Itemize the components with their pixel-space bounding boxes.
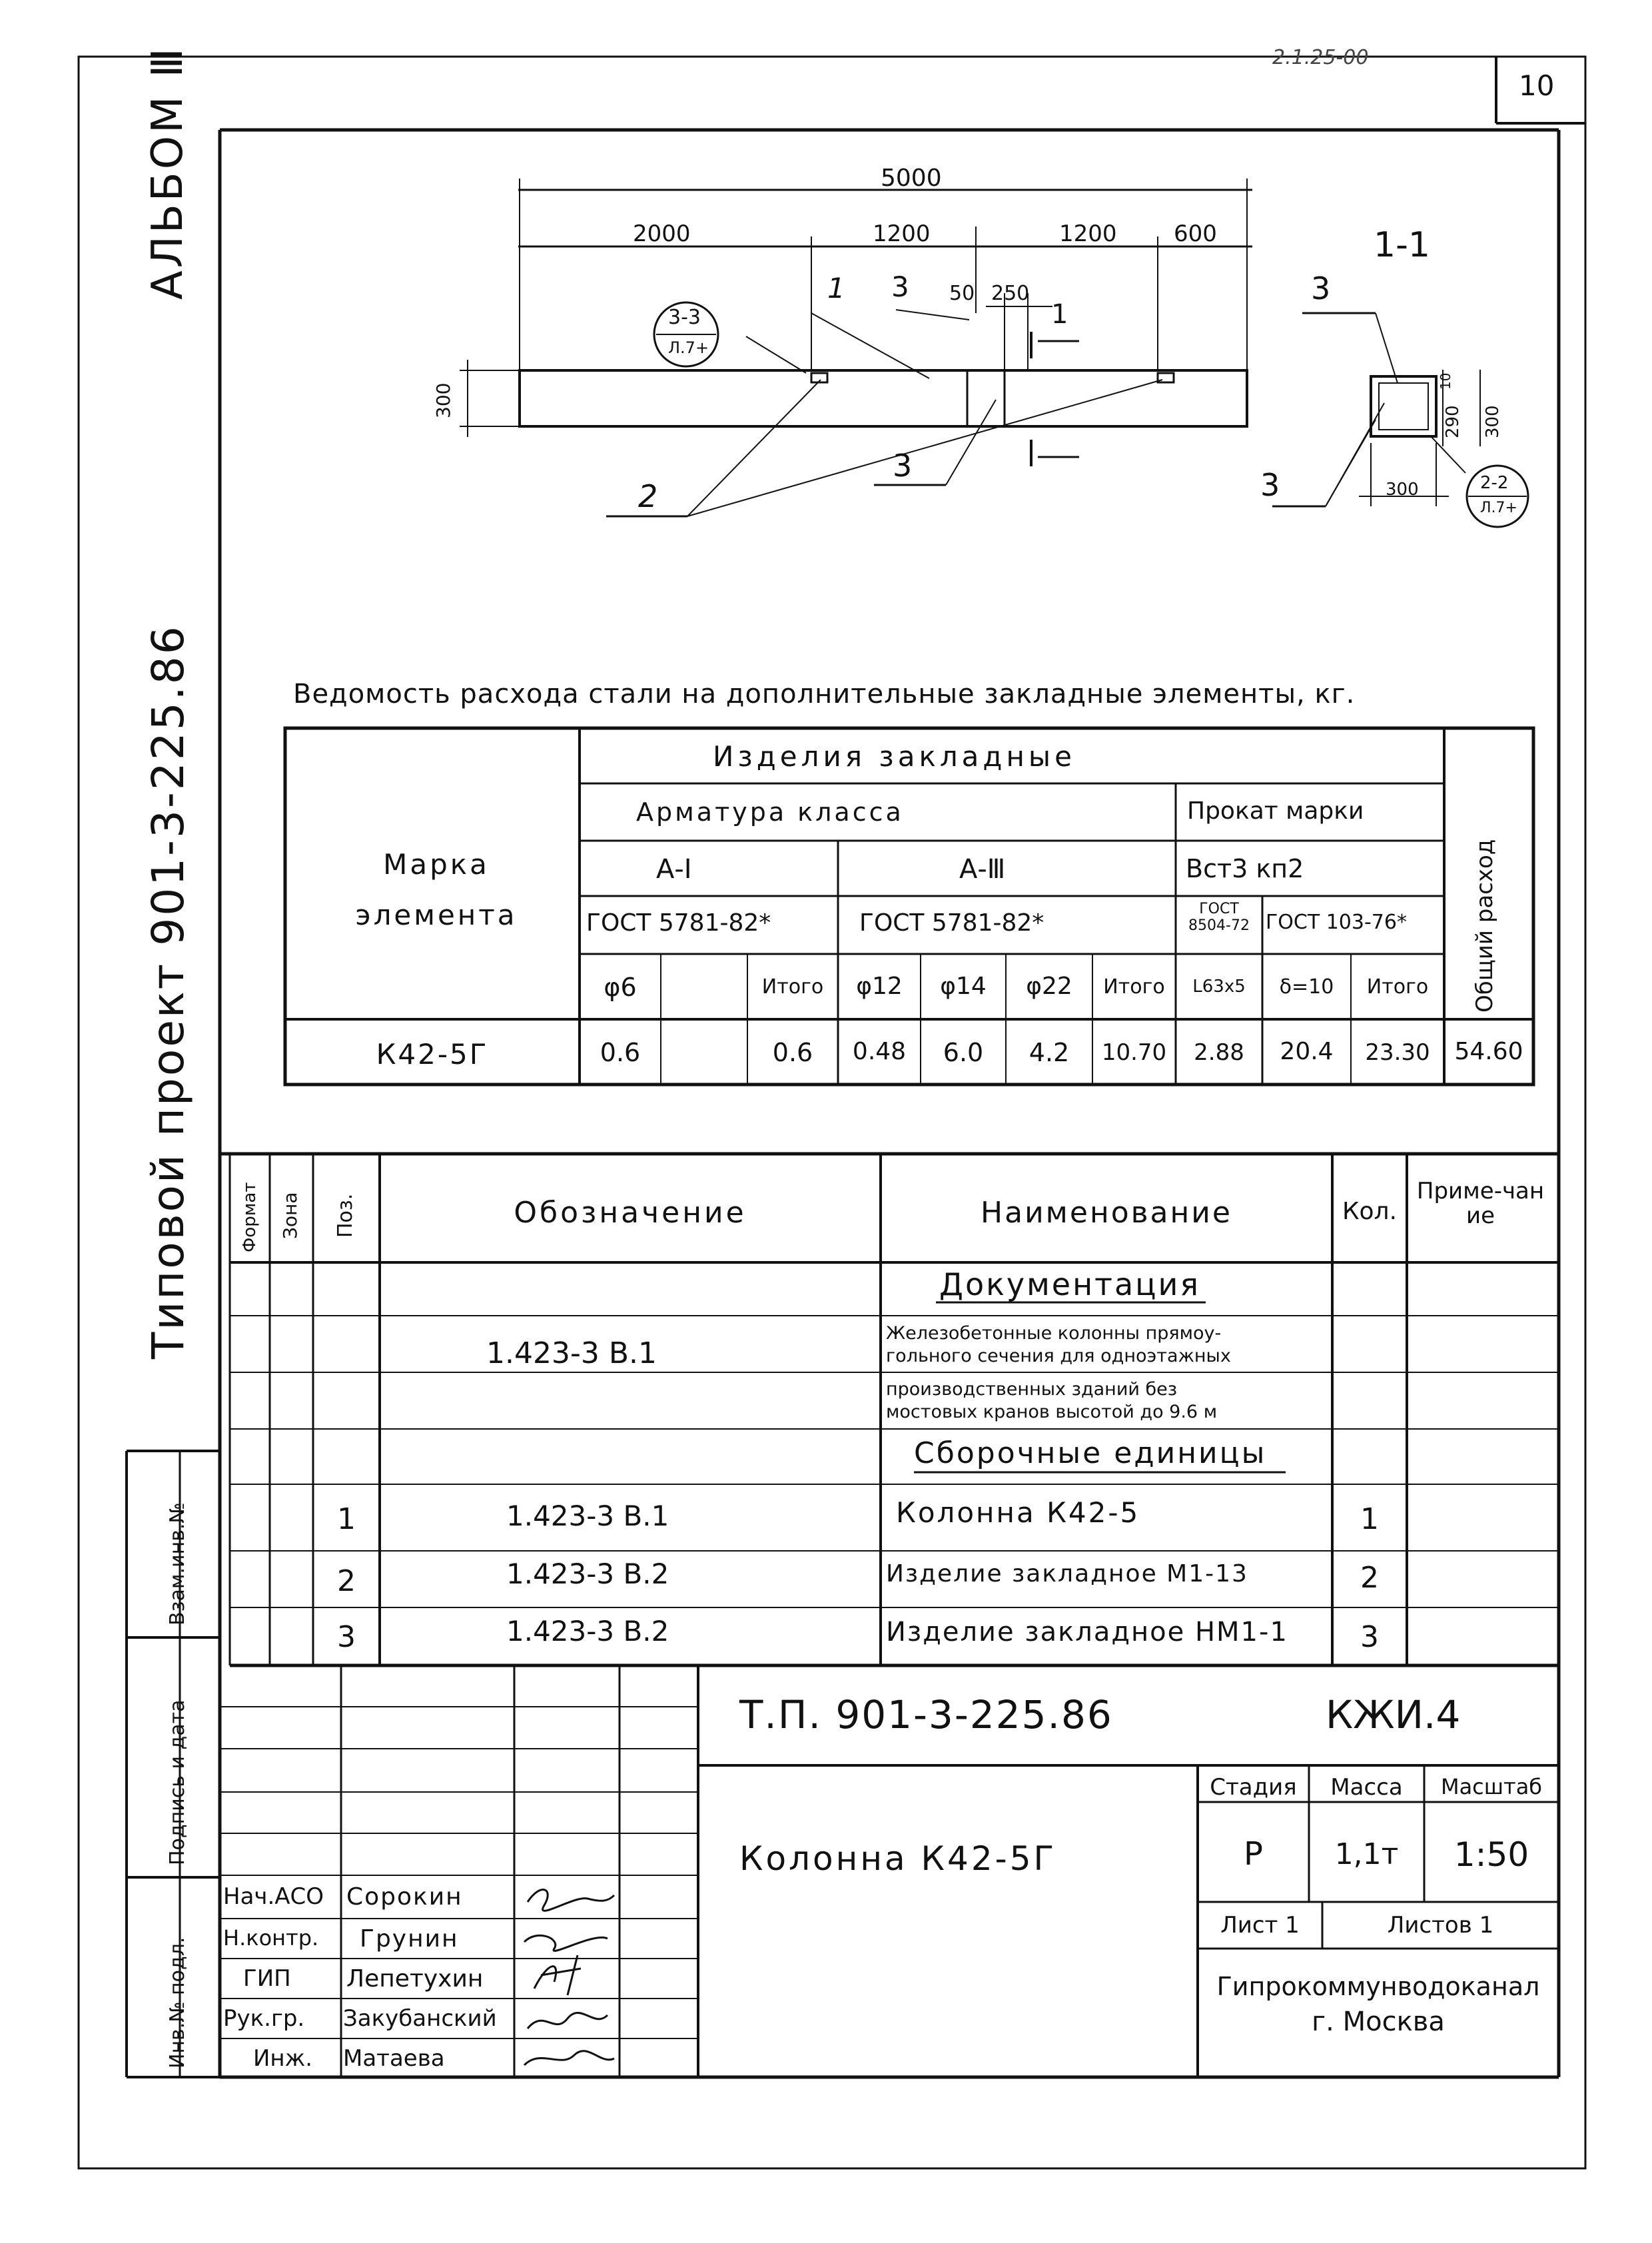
- steel-class-a3: А-Ⅲ: [959, 854, 1006, 885]
- steel-sub-phi6: φ6: [604, 973, 637, 1002]
- steel-val-6: 10.70: [1101, 1039, 1167, 1066]
- steel-sub-phi12: φ12: [856, 973, 903, 1000]
- steel-val-5: 4.2: [1029, 1038, 1070, 1067]
- stamp-sheet: Лист 1: [1220, 1912, 1300, 1939]
- project-label: Типовой проект 901-3-225.86: [143, 624, 194, 1359]
- stamp-org-line2: г. Москва: [1312, 2007, 1445, 2037]
- callout-pos-3b: 3: [893, 448, 913, 484]
- spec-row-1-name: Колонна К42-5: [896, 1496, 1140, 1529]
- stamp-scale: 1:50: [1453, 1835, 1529, 1874]
- stamp-sheets: Листов 1: [1387, 1912, 1494, 1939]
- sec-dim-width: 300: [1386, 480, 1419, 500]
- steel-class-rolled: Вст3 кп2: [1186, 854, 1304, 883]
- spec-row-2-name: Изделие закладное М1-13: [886, 1560, 1248, 1587]
- stamp-role-2: Н.контр.: [223, 1925, 319, 1951]
- dim-f: 250: [991, 282, 1030, 305]
- spec-section-units: Сборочные единицы: [914, 1436, 1267, 1470]
- steel-sub-plate: δ=10: [1279, 975, 1334, 999]
- dim-e: 50: [949, 282, 975, 305]
- steel-row-mark: К42-5Г: [376, 1038, 489, 1071]
- stamp-name-5: Матаева: [343, 2045, 445, 2072]
- spec-row-3-designation: 1.423-3 В.2: [506, 1615, 669, 1647]
- spec-doc-line1: Железобетонные колонны прямоу-: [886, 1323, 1222, 1344]
- stamp-stage: Р: [1244, 1835, 1263, 1873]
- steel-sub-phi14: φ14: [940, 973, 987, 1000]
- cut-mark-label: 1: [1051, 299, 1068, 330]
- spec-header-zone: Зона: [279, 1192, 301, 1239]
- ref-bubble-b-bot: Л.7+: [1480, 500, 1517, 516]
- steel-group-header: Изделия закладные: [713, 740, 1076, 773]
- stamp-role-3: ГИП: [243, 1965, 291, 1992]
- callout-pos-3: 3: [891, 270, 909, 303]
- stamp-name-2: Грунин: [360, 1925, 459, 1953]
- stamp-name-4: Закубанский: [343, 2005, 497, 2032]
- stamp-doc-code: Т.П. 901-3-225.86: [739, 1692, 1113, 1737]
- steel-val-0: 0.6: [600, 1038, 641, 1067]
- sec-dim-300: 300: [1483, 405, 1503, 438]
- stamp-sheet-code: КЖИ.4: [1326, 1692, 1461, 1737]
- side-label-vzam: Взам.инв.№: [166, 1502, 189, 1625]
- steel-val-8: 20.4: [1280, 1038, 1334, 1065]
- archive-code: 2.1.25-00: [1272, 46, 1369, 69]
- steel-val-3: 0.48: [852, 1038, 907, 1065]
- spec-row-3-name: Изделие закладное НМ1-1: [886, 1617, 1288, 1647]
- stamp-name-3: Лепетухин: [346, 1965, 484, 1993]
- steel-val-2: 0.6: [772, 1038, 813, 1067]
- spec-header-qty: Кол.: [1342, 1198, 1398, 1225]
- steel-class-a1: А-Ⅰ: [656, 854, 692, 885]
- stamp-name-1: Сорокин: [346, 1883, 463, 1911]
- steel-mark-header: Марка элемента: [355, 848, 518, 931]
- steel-sub-total1: Итого: [761, 975, 824, 999]
- steel-gost-3: ГОСТ 8504-72: [1188, 901, 1250, 935]
- spec-row-2-designation: 1.423-3 В.2: [506, 1558, 669, 1590]
- side-label-signature: Подпись и дата: [166, 1699, 189, 1865]
- stamp-mass: 1,1т: [1334, 1837, 1399, 1871]
- ref-bubble-a-top: 3-3: [668, 306, 701, 329]
- steel-sub-total3: Итого: [1366, 975, 1429, 999]
- spec-doc-designation: 1.423-3 В.1: [486, 1336, 657, 1370]
- side-label-inv: Инв.№ подл.: [166, 1937, 189, 2068]
- sec-dim-290: 290: [1443, 405, 1463, 438]
- spec-row-1-qty: 1: [1360, 1502, 1379, 1536]
- steel-gost-1: ГОСТ 5781-82*: [586, 909, 771, 937]
- stamp-org-line1: Гипрокоммунводоканал: [1216, 1972, 1540, 2001]
- stamp-role-1: Нач.АСО: [223, 1883, 324, 1910]
- spec-doc-line4: мостовых кранов высотой до 9.6 м: [886, 1402, 1218, 1422]
- dim-a: 2000: [633, 221, 691, 247]
- spec-header-note: Приме-чание: [1416, 1178, 1545, 1230]
- spec-section-doc: Документация: [939, 1266, 1201, 1302]
- steel-rolled-header: Прокат марки: [1187, 797, 1364, 825]
- callout-pos-1: 1: [827, 272, 845, 304]
- stamp-role-5: Инж.: [253, 2045, 313, 2072]
- spec-header-pos: Поз.: [334, 1193, 357, 1238]
- ref-bubble-b-top: 2-2: [1480, 473, 1509, 493]
- steel-sub-phi22: φ22: [1026, 973, 1072, 1000]
- steel-rebar-header: Арматура класса: [636, 797, 904, 827]
- steel-val-7: 2.88: [1194, 1039, 1244, 1066]
- section-title: 1-1: [1374, 225, 1430, 265]
- steel-val-total: 54.60: [1454, 1038, 1523, 1065]
- stamp-mass-header: Масса: [1330, 1774, 1403, 1801]
- sec-dim-10: 10: [1438, 372, 1453, 390]
- section-pos-bot: 3: [1260, 467, 1280, 503]
- steel-table-title: Ведомость расхода стали на дополнительные закладные элементы, кг.: [293, 679, 1356, 709]
- spec-header-name: Наименование: [981, 1196, 1232, 1230]
- spec-row-2-qty: 2: [1360, 1561, 1379, 1595]
- steel-gost-2: ГОСТ 5781-82*: [859, 909, 1044, 937]
- steel-total-header: Общий расход: [1471, 839, 1498, 1013]
- spec-row-3-pos: 3: [337, 1620, 356, 1654]
- section-pos-top: 3: [1311, 270, 1331, 306]
- spec-row-3-qty: 3: [1360, 1620, 1379, 1654]
- dim-height: 300: [432, 382, 454, 418]
- stamp-role-4: Рук.гр.: [223, 2005, 305, 2032]
- dim-d: 600: [1174, 221, 1217, 247]
- steel-gost-4: ГОСТ 103-76*: [1266, 911, 1407, 934]
- steel-sub-angle: L63x5: [1192, 977, 1246, 997]
- ref-bubble-a-bot: Л.7+: [668, 338, 709, 357]
- steel-val-9: 23.30: [1365, 1039, 1430, 1066]
- signatures: [514, 1875, 620, 2078]
- steel-sub-total2: Итого: [1103, 975, 1165, 999]
- spec-row-2-pos: 2: [337, 1564, 356, 1598]
- stamp-title: Колонна К42-5Г: [739, 1839, 1057, 1878]
- page-number: 10: [1519, 69, 1555, 102]
- spec-row-1-pos: 1: [337, 1502, 356, 1536]
- dim-total: 5000: [881, 165, 942, 192]
- spec-doc-line2: гольного сечения для одноэтажных: [886, 1346, 1231, 1366]
- stamp-scale-header: Масштаб: [1440, 1774, 1543, 1799]
- spec-row-1-designation: 1.423-3 В.1: [506, 1500, 669, 1532]
- spec-header-format: Формат: [240, 1182, 260, 1252]
- spec-header-designation: Обозначение: [514, 1196, 747, 1230]
- dim-b: 1200: [873, 221, 931, 247]
- callout-pos-2: 2: [638, 478, 658, 514]
- stamp-stage-header: Стадия: [1210, 1774, 1297, 1801]
- steel-val-4: 6.0: [943, 1038, 984, 1067]
- dim-c: 1200: [1059, 221, 1117, 247]
- spec-doc-line3: производственных зданий без: [886, 1379, 1178, 1400]
- album-label: АЛЬБОМ Ⅲ: [143, 45, 193, 300]
